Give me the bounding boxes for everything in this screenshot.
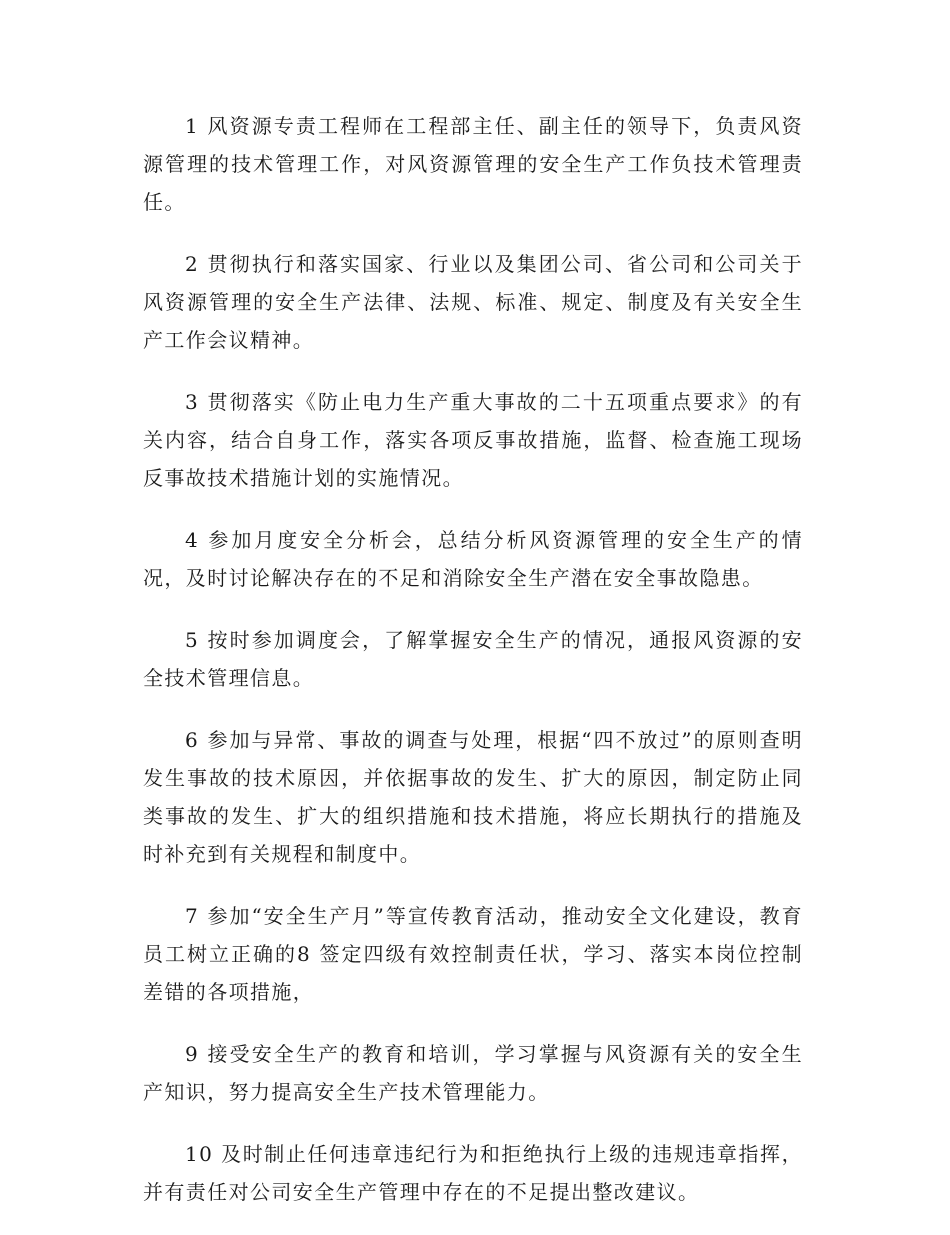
paragraph-6: 6 参加与异常、事故的调查与处理，根据“四不放过”的原则查明发生事故的技术原因，并依据事故的发生、扩大的原因，制定防止同类事故的发生、扩大的组织措施和技术措施，将应长期执行的措施及时补充到有关规程和制度中。 [143,728,803,866]
paragraph-4: 4 参加月度安全分析会，总结分析风资源管理的安全生产的情况，及时讨论解决存在的不足和消除安全生产潜在安全事故隐患。 [143,528,803,590]
document-body [143,107,803,1235]
paragraph-10: 10 及时制止任何违章违纪行为和拒绝执行上级的违规违章指挥，并有责任对公司安全生产管理中存在的不足提出整改建议。 [143,1142,803,1204]
paragraph-7: 7 参加“安全生产月”等宣传教育活动，推动安全文化建设，教育员工树立正确的8 签定四级有效控制责任状，学习、落实本岗位控制差错的各项措施， [143,904,803,1004]
paragraph-3: 3 贯彻落实《防止电力生产重大事故的二十五项重点要求》的有关内容，结合自身工作，落实各项反事故措施，监督、检查施工现场反事故技术措施计划的实施情况。 [143,390,803,490]
paragraph-5: 5 按时参加调度会，了解掌握安全生产的情况，通报风资源的安全技术管理信息。 [143,628,803,690]
paragraph-9: 9 接受安全生产的教育和培训，学习掌握与风资源有关的安全生产知识，努力提高安全生产技术管理能力。 [143,1042,803,1104]
paragraph-1: 1 风资源专责工程师在工程部主任、副主任的领导下，负责风资源管理的技术管理工作，对风资源管理的安全生产工作负技术管理责任。 [143,114,803,214]
paragraph-2: 2 贯彻执行和落实国家、行业以及集团公司、省公司和公司关于风资源管理的安全生产法律、法规、标准、规定、制度及有关安全生产工作会议精神。 [143,252,803,352]
